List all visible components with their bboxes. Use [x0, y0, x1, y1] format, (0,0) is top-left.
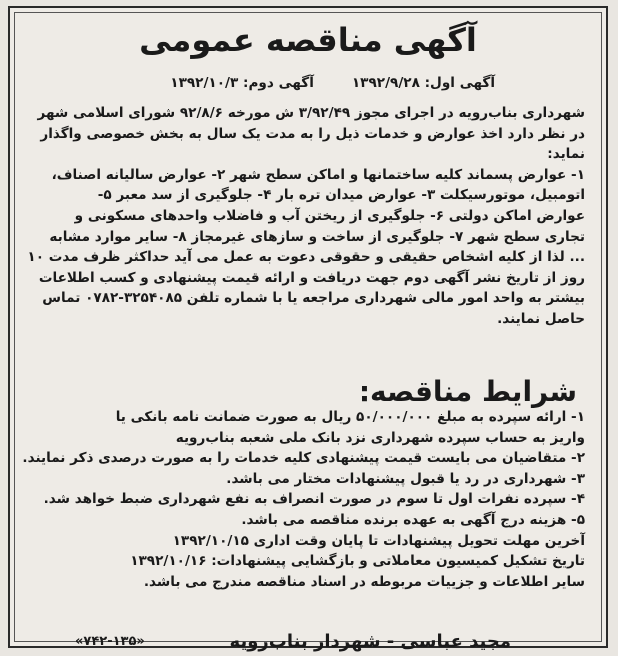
ad-code: «۷۴۲-۱۳۵»: [75, 634, 145, 649]
intro-line: حاصل نمایند.: [497, 310, 585, 327]
intro-line: روز از تاریخ نشر آگهی دوم جهت دریافت و ارائه قیمت پیشنهادی و کسب اطلاعات: [38, 269, 585, 286]
intro-line: شهرداری بناب‌رویه در اجرای مجوز ۳/۹۲/۴۹ ش مورخه ۹۲/۸/۶ شورای اسلامی شهر: [37, 105, 585, 121]
intro-line: ... لذا از کلیه اشخاص حقیقی و حقوقی دعوت به عمل می آید حداکثر ظرف مدت ۱۰: [27, 249, 585, 266]
intro-line: در نظر دارد اخذ عوارض و خدمات ذیل را به مدت یک سال به بخش خصوصی واگذار: [40, 125, 585, 142]
condition-line: ۲- متقاضیان می بایست قیمت پیشنهادی کلیه خدمات را به صورت درصدی ذکر نمایند.: [22, 450, 585, 467]
footer: [15, 631, 601, 652]
second-ad-date: آگهی دوم: ۱۳۹۲/۱۰/۳: [170, 75, 314, 91]
advertisement-frame: [8, 6, 608, 652]
condition-line: ۱- ارائه سپرده به مبلغ ۵۰/۰۰۰/۰۰۰ ریال به صورت ضمانت نامه بانکی یا: [115, 409, 585, 425]
first-ad-date: آگهی اول: ۱۳۹۲/۹/۲۸: [351, 75, 495, 91]
intro-paragraph: [27, 103, 585, 330]
conditions-list: [22, 407, 585, 592]
condition-line: ۴- سپرده نفرات اول تا سوم در صورت انصراف به نفع شهرداری ضبط خواهد شد.: [43, 491, 585, 508]
intro-line: عوارض اماکن دولتی ۶- جلوگیری از ریختن آب و فاضلاب واحدهای مسکونی و: [74, 207, 585, 224]
condition-line: ۳- شهرداری در رد یا قبول پیشنهادات مختار می باشد.: [226, 470, 585, 487]
publication-dates: [31, 73, 585, 94]
intro-line: تجاری سطح شهر ۷- جلوگیری از ساخت و سازهای غیرمجاز ۸- سایر موارد مشابه: [49, 228, 585, 245]
intro-line: اتومبیل، موتورسیکلت ۳- عوارض میدان تره بار ۴- جلوگیری از سد معبر ۵-: [97, 187, 585, 204]
condition-line: واریز به حساب سپرده شهرداری نزد بانک ملی شعبه بناب‌رویه: [175, 429, 585, 446]
intro-line: بیشتر به واحد امور مالی شهرداری مراجعه یا با شماره تلفن ۳۲۵۴۰۸۵-۰۷۸۲ تماس: [42, 290, 585, 307]
condition-line: تاریخ تشکیل کمیسیون معاملاتی و بازگشایی پیشنهادات: ۱۳۹۲/۱۰/۱۶: [130, 553, 585, 570]
advertisement-inner-border: [14, 12, 602, 652]
condition-line: آخرین مهلت تحویل پیشنهادات تا پایان وقت اداری ۱۳۹۲/۱۰/۱۵: [172, 532, 585, 549]
condition-line: ۵- هزینه درج آگهی به عهده برنده مناقصه می باشد.: [241, 511, 585, 528]
signature: مجید عباسی - شهردار بناب‌رویه: [229, 631, 511, 652]
intro-line: نماید:: [547, 146, 585, 163]
page-title: آگهی مناقصه عمومی: [139, 21, 477, 59]
conditions-heading: شرایط مناقصه:: [358, 375, 577, 408]
intro-line: ۱- عوارض پسماند کلیه ساختمانها و اماکن سطح شهر ۲- عوارض سالیانه اصناف،: [51, 166, 585, 183]
condition-line: سایر اطلاعات و جزییات مربوطه در اسناد مناقصه مندرج می باشد.: [143, 573, 585, 590]
